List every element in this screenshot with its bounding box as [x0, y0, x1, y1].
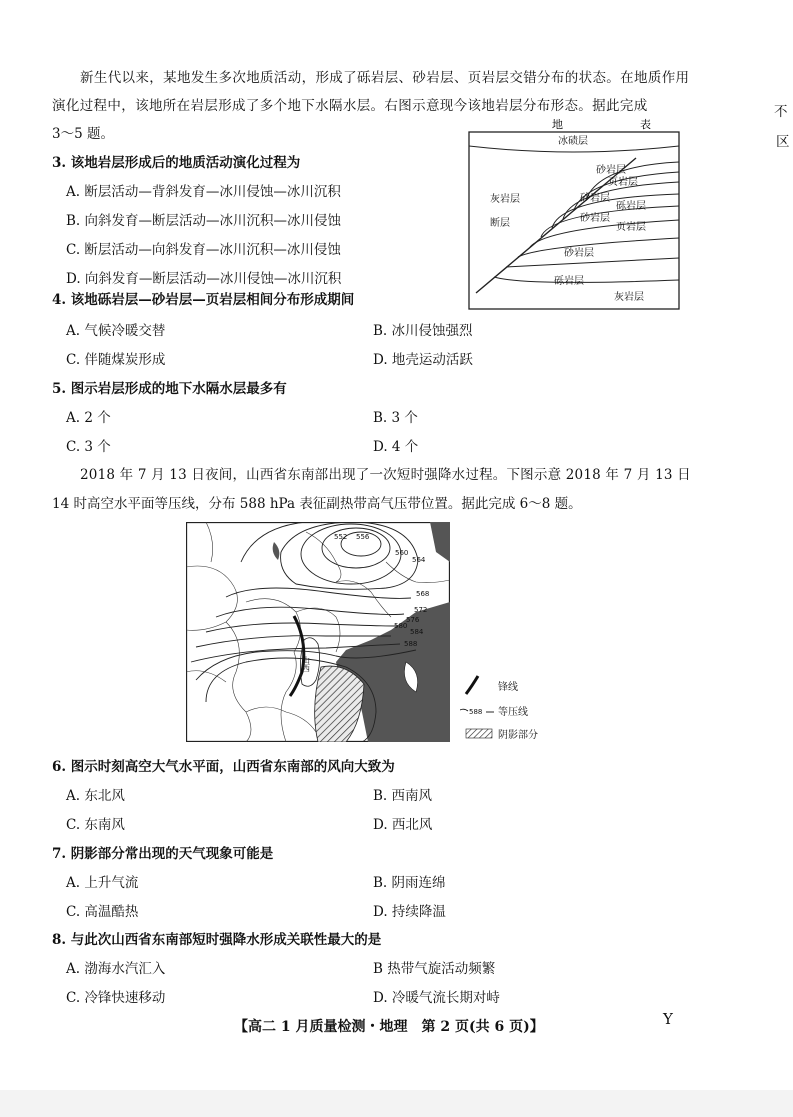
intro2-line2: 14 时高空水平面等压线，分布 588 hPa 表征副热带高气压带位置。据此完成 6～8 题。: [52, 496, 582, 512]
isobar-label-556: 556: [356, 533, 370, 541]
q6-option-c[interactable]: C. 东南风: [66, 817, 125, 833]
legend-isobar-label: 等压线: [498, 707, 528, 718]
q4-stem: 4. 该地砾岩层—砂岩层—页岩层相间分布形成期间: [52, 292, 355, 308]
geo-sand1: 砂岩层: [596, 165, 626, 176]
geo-sand2: 砂岩层: [580, 193, 610, 204]
q6-option-a[interactable]: A. 东北风: [66, 788, 125, 804]
q8-option-a[interactable]: A. 渤海水汽汇入: [66, 961, 166, 977]
intro1-line1: 新生代以来，某地发生多次地质活动，形成了砾岩层、砂岩层、页岩层交错分布的状态。在地质作用: [80, 70, 690, 86]
isobar-label-564: 564: [412, 556, 426, 564]
q7-stem: 7. 阴影部分常出现的天气现象可能是: [52, 846, 274, 862]
q7-option-a[interactable]: A. 上升气流: [66, 875, 139, 891]
legend-front-label: 锋线: [498, 682, 518, 693]
q5-option-c[interactable]: C. 3 个: [66, 439, 111, 455]
geo-fault: 断层: [490, 218, 510, 229]
legend-front-symbol: [466, 676, 478, 694]
q4-option-a[interactable]: A. 气候冷暖交替: [66, 323, 166, 339]
q6-option-d[interactable]: D. 西北风: [373, 817, 433, 833]
edge-char-2: 区: [776, 134, 790, 150]
isobar-label-568: 568: [416, 590, 430, 598]
q8-option-b[interactable]: B 热带气旋活动频繁: [373, 961, 496, 977]
q7-option-b[interactable]: B. 阴雨连绵: [373, 875, 446, 891]
q3-option-c[interactable]: C. 断层活动—向斜发育—冰川沉积—冰川侵蚀: [66, 242, 341, 258]
isobar-label-560: 560: [395, 549, 409, 557]
q5-stem: 5. 图示岩层形成的地下水隔水层最多有: [52, 381, 287, 397]
isobar-label-572: 572: [414, 606, 428, 614]
intro2-line1: 2018 年 7 月 13 日夜间，山西省东南部出现了一次短时强降水过程。下图示意 2018 年 7 月 13 日: [80, 467, 691, 483]
legend-isobar-symbol: [460, 709, 468, 711]
q6-option-b[interactable]: B. 西南风: [373, 788, 433, 804]
q8-stem: 8. 与此次山西省东南部短时强降水形成关联性最大的是: [52, 932, 382, 948]
geo-surface-left: 地: [552, 118, 563, 131]
isobar-label-552: 552: [334, 533, 348, 541]
geology-diagram: [468, 116, 680, 310]
q5-option-b[interactable]: B. 3 个: [373, 410, 418, 426]
legend-isobar-number: 588: [469, 708, 483, 716]
isobar-label-576: 576: [406, 616, 420, 624]
q8-option-c[interactable]: C. 冷锋快速移动: [66, 990, 166, 1006]
q3-option-d[interactable]: D. 向斜发育—断层活动—冰川侵蚀—冰川沉积: [66, 271, 342, 287]
geo-shale2: 页岩层: [616, 222, 646, 233]
geo-sand3: 砂岩层: [580, 213, 610, 224]
geo-ice: 冰碛层: [558, 136, 588, 147]
geo-limestone-left: 灰岩层: [490, 194, 520, 205]
q6-stem: 6. 图示时刻高空大气水平面，山西省东南部的风向大致为: [52, 759, 395, 775]
q7-option-c[interactable]: C. 高温酷热: [66, 904, 139, 920]
shanxi-label: 山西: [301, 656, 311, 672]
page-footer: 【高二 1 月质量检测・地理 第 2 页(共 6 页)】: [234, 1019, 544, 1035]
q3-option-b[interactable]: B. 向斜发育—断层活动—冰川沉积—冰川侵蚀: [66, 213, 342, 229]
geo-shale1: 页岩层: [608, 177, 638, 188]
isobar-label-588: 588: [404, 640, 418, 648]
q3-stem: 3. 该地岩层形成后的地质活动演化过程为: [52, 155, 301, 171]
legend-shade-label: 阴影部分: [498, 730, 538, 741]
q4-option-c[interactable]: C. 伴随煤炭形成: [66, 352, 166, 368]
intro1-line2: 演化过程中，该地所在岩层形成了多个地下水隔水层。右图示意现今该地岩层分布形态。据此完成: [52, 98, 648, 114]
geo-surface-right: 表: [640, 118, 651, 131]
q5-option-d[interactable]: D. 4 个: [373, 439, 419, 455]
q4-option-d[interactable]: D. 地壳运动活跃: [373, 352, 473, 368]
intro1-line3: 3～5 题。: [52, 126, 114, 142]
isobar-label-580: 580: [394, 622, 408, 630]
weather-map: [186, 522, 450, 742]
q7-option-d[interactable]: D. 持续降温: [373, 904, 446, 920]
geo-gravel1: 砾岩层: [616, 201, 646, 212]
q8-option-d[interactable]: D. 冷暖气流长期对峙: [373, 990, 500, 1006]
isobar-label-584: 584: [410, 628, 424, 636]
weather-legend: [460, 672, 550, 744]
q5-option-a[interactable]: A. 2 个: [66, 410, 111, 426]
q3-option-a[interactable]: A. 断层活动—背斜发育—冰川侵蚀—冰川沉积: [66, 184, 341, 200]
page-bottom-band: [0, 1090, 793, 1117]
legend-shade-swatch: [466, 729, 492, 738]
geo-gravel2: 砾岩层: [554, 276, 584, 287]
corner-mark: Y: [663, 1010, 673, 1028]
edge-char-1: 不: [774, 104, 788, 120]
geo-sand4: 砂岩层: [564, 248, 594, 259]
q4-option-b[interactable]: B. 冰川侵蚀强烈: [373, 323, 473, 339]
geo-limestone-right: 灰岩层: [614, 292, 644, 303]
